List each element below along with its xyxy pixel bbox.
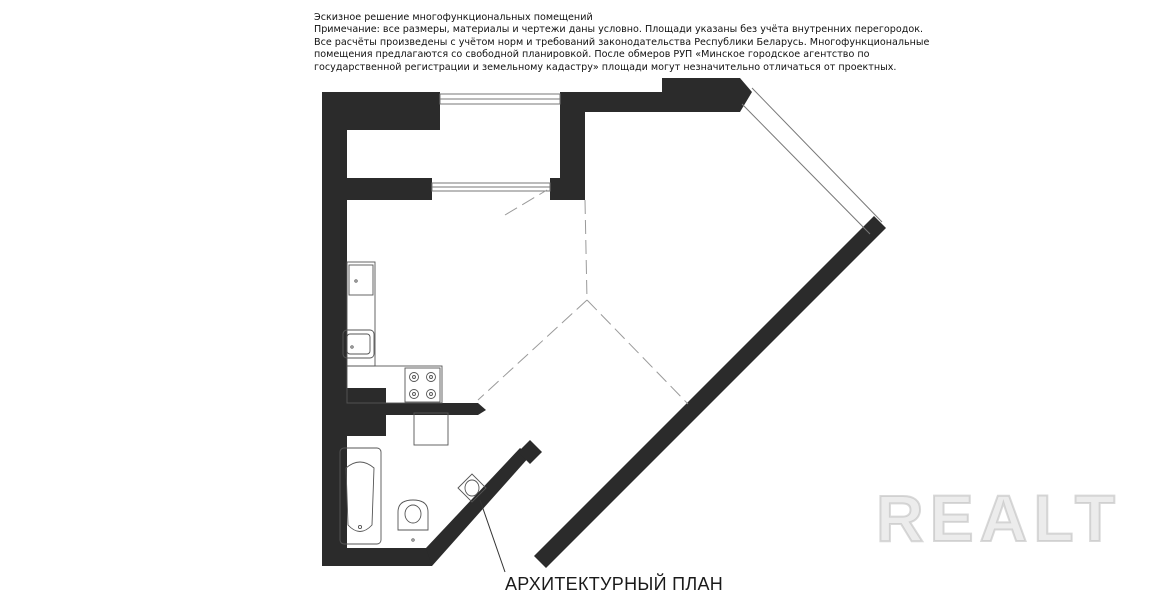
title-leader-line	[480, 500, 505, 572]
diagonal-bottom-wall	[426, 448, 530, 566]
bottom-wall	[322, 548, 432, 566]
notes-line-2: Примечание: все размеры, материалы и чертежи даны условно. Площади указаны без учёта внутренних перегородок.	[314, 24, 924, 36]
window-diagonal-inner	[742, 104, 870, 234]
partition-block	[345, 388, 386, 436]
column-cap	[550, 178, 560, 200]
zone-dividers	[478, 190, 688, 404]
loggia-lower-wall	[347, 178, 432, 200]
kitchen-counter	[347, 262, 375, 366]
notes-line-1: Эскизное решение многофункциональных помещений	[314, 12, 593, 23]
notes-line-5: государственной регистрации и земельному кадастру» площади могут незначительно отличаться от проектных.	[314, 61, 897, 73]
left-outer-wall	[322, 92, 347, 548]
notes-line-4: помещения предлагаются со свободной планировкой. После обмеров РУП «Минское городское агентство по	[314, 49, 870, 61]
top-right-block	[662, 78, 752, 112]
window-diagonal-outer	[752, 88, 882, 222]
toilet-icon	[398, 500, 428, 530]
watermark-logo: REALT	[876, 481, 1122, 555]
notes-line-3: Все расчёты произведены с учётом норм и требований законодательства Республики Беларусь. Многофункциональные	[314, 36, 930, 48]
walls	[322, 78, 886, 568]
worktop-cabinet	[349, 265, 373, 295]
mid-column	[560, 92, 585, 200]
plan-title: АРХИТЕКТУРНЫЙ ПЛАН	[505, 574, 724, 594]
appliance-box	[414, 413, 448, 445]
